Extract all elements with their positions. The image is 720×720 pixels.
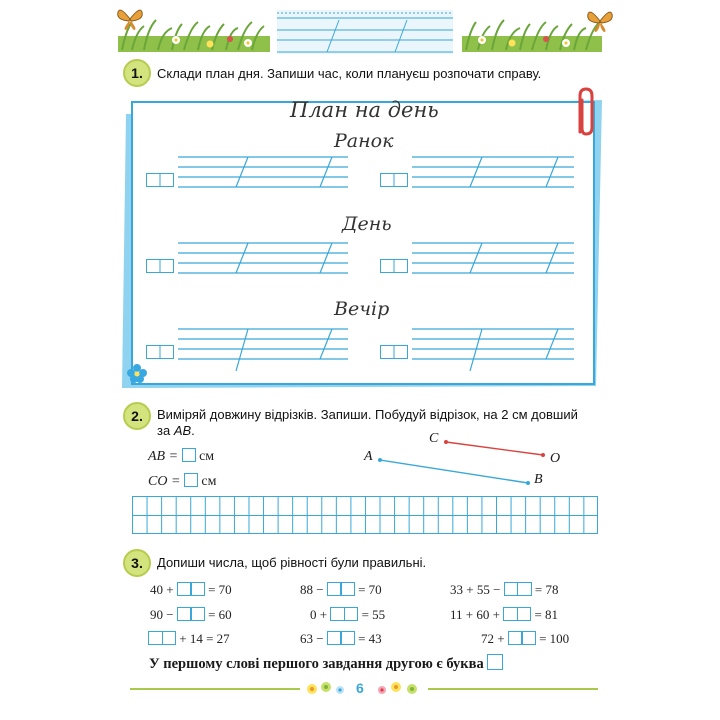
ab-unit: см bbox=[199, 449, 215, 464]
task-1-text: Склади план дня. Запиши час, коли плануєш розпочати справу. bbox=[157, 66, 542, 81]
plan-card-title: План на день bbox=[290, 98, 439, 122]
equation-2-3-left: 11 + 60 + bbox=[450, 607, 504, 622]
footer-flowers-right-icon bbox=[374, 680, 424, 698]
time-box-day-right[interactable] bbox=[380, 259, 408, 273]
equation-2-2 bbox=[310, 607, 385, 623]
co-unit: см bbox=[201, 474, 217, 489]
equation-1-1-left: 40 + bbox=[150, 582, 177, 597]
butterfly-right-icon bbox=[586, 8, 614, 34]
header-handwriting-strip bbox=[277, 10, 453, 54]
butterfly-left-icon bbox=[116, 6, 144, 32]
task-2-segment-name: АВ bbox=[173, 423, 192, 438]
equation-2-1-left: 90 − bbox=[150, 607, 177, 622]
section-day: День bbox=[342, 213, 392, 235]
section-morning: Ранок bbox=[334, 130, 394, 152]
task-2-text-prefix: за bbox=[157, 423, 174, 438]
task-2-text-suffix: . bbox=[191, 423, 195, 438]
equation-3-2-right: = 43 bbox=[354, 631, 382, 646]
equation-3-3-left: 72 + bbox=[481, 631, 508, 646]
equation-1-2-right: = 70 bbox=[354, 582, 382, 597]
task-1-badge: 1. bbox=[123, 59, 151, 87]
page-number: 6 bbox=[356, 680, 364, 696]
equation-1-3-right: = 78 bbox=[531, 582, 559, 597]
equation-1-1 bbox=[150, 582, 232, 598]
footer-rule-right bbox=[428, 688, 598, 690]
equation-1-2 bbox=[300, 582, 382, 598]
section-evening: Вечір bbox=[334, 298, 390, 320]
answer-box[interactable] bbox=[504, 582, 532, 596]
point-o-label: О bbox=[550, 451, 561, 466]
equation-1-3 bbox=[450, 582, 559, 598]
task-3-badge: 3. bbox=[123, 549, 151, 577]
equation-2-3-right: = 81 bbox=[531, 607, 559, 622]
header-grass-right bbox=[462, 10, 602, 52]
answer-box[interactable] bbox=[330, 607, 358, 621]
answer-box[interactable] bbox=[503, 607, 531, 621]
equation-1-2-left: 88 − bbox=[300, 582, 327, 597]
equation-3-2 bbox=[300, 631, 382, 647]
equation-2-2-right: = 55 bbox=[358, 607, 386, 622]
writing-lines-morning-right[interactable] bbox=[412, 155, 574, 189]
answer-box[interactable] bbox=[327, 631, 355, 645]
writing-lines-day-left[interactable] bbox=[178, 241, 348, 275]
writing-lines-evening-right[interactable] bbox=[412, 327, 574, 373]
writing-lines-evening-left[interactable] bbox=[178, 327, 348, 373]
footer-rule-left bbox=[130, 688, 300, 690]
final-letter-box[interactable] bbox=[487, 654, 503, 670]
answer-box[interactable] bbox=[177, 582, 205, 596]
ab-label: АВ = bbox=[148, 449, 179, 464]
ab-measure bbox=[148, 448, 214, 465]
writing-lines-morning-left[interactable] bbox=[178, 155, 348, 189]
final-question-text: У першому слові першого завдання другою є буква bbox=[149, 656, 484, 672]
answer-box[interactable] bbox=[508, 631, 536, 645]
equation-3-1-right: + 14 = 27 bbox=[176, 631, 230, 646]
answer-box[interactable] bbox=[148, 631, 176, 645]
equation-2-2-left: 0 + bbox=[310, 607, 331, 622]
co-answer-box[interactable] bbox=[184, 473, 198, 487]
co-measure bbox=[148, 473, 216, 490]
final-question bbox=[149, 654, 503, 673]
equation-2-1-right: = 60 bbox=[204, 607, 232, 622]
time-box-evening-right[interactable] bbox=[380, 345, 408, 359]
equation-3-3 bbox=[481, 631, 569, 647]
equation-3-2-left: 63 − bbox=[300, 631, 327, 646]
time-box-day-left[interactable] bbox=[146, 259, 174, 273]
footer-flowers-left-icon bbox=[304, 680, 352, 698]
equation-2-1 bbox=[150, 607, 232, 623]
drawing-grid[interactable] bbox=[132, 496, 598, 534]
task-2-text-line1: Виміряй довжину відрізків. Запиши. Побудуй відрізок, на 2 см довший bbox=[157, 407, 578, 422]
writing-lines-day-right[interactable] bbox=[412, 241, 574, 275]
equation-3-1 bbox=[148, 631, 230, 647]
answer-box[interactable] bbox=[327, 582, 355, 596]
point-c-label: С bbox=[429, 431, 439, 446]
task-2-text-line2 bbox=[157, 422, 195, 439]
time-box-morning-right[interactable] bbox=[380, 173, 408, 187]
answer-box[interactable] bbox=[177, 607, 205, 621]
task-3-text: Допиши числа, щоб рівності були правильні. bbox=[157, 555, 427, 570]
ab-answer-box[interactable] bbox=[182, 448, 196, 462]
co-label: СО = bbox=[148, 474, 181, 489]
task-2-badge: 2. bbox=[123, 402, 151, 430]
paperclip-icon bbox=[572, 86, 598, 138]
point-a-label: А bbox=[364, 449, 373, 464]
time-box-evening-left[interactable] bbox=[146, 345, 174, 359]
flower-icon bbox=[126, 363, 148, 385]
equation-3-3-right: = 100 bbox=[535, 631, 570, 646]
point-b-label: В bbox=[534, 472, 543, 487]
equation-1-3-left: 33 + 55 − bbox=[450, 582, 504, 597]
time-box-morning-left[interactable] bbox=[146, 173, 174, 187]
equation-2-3 bbox=[450, 607, 558, 623]
equation-1-1-right: = 70 bbox=[204, 582, 232, 597]
